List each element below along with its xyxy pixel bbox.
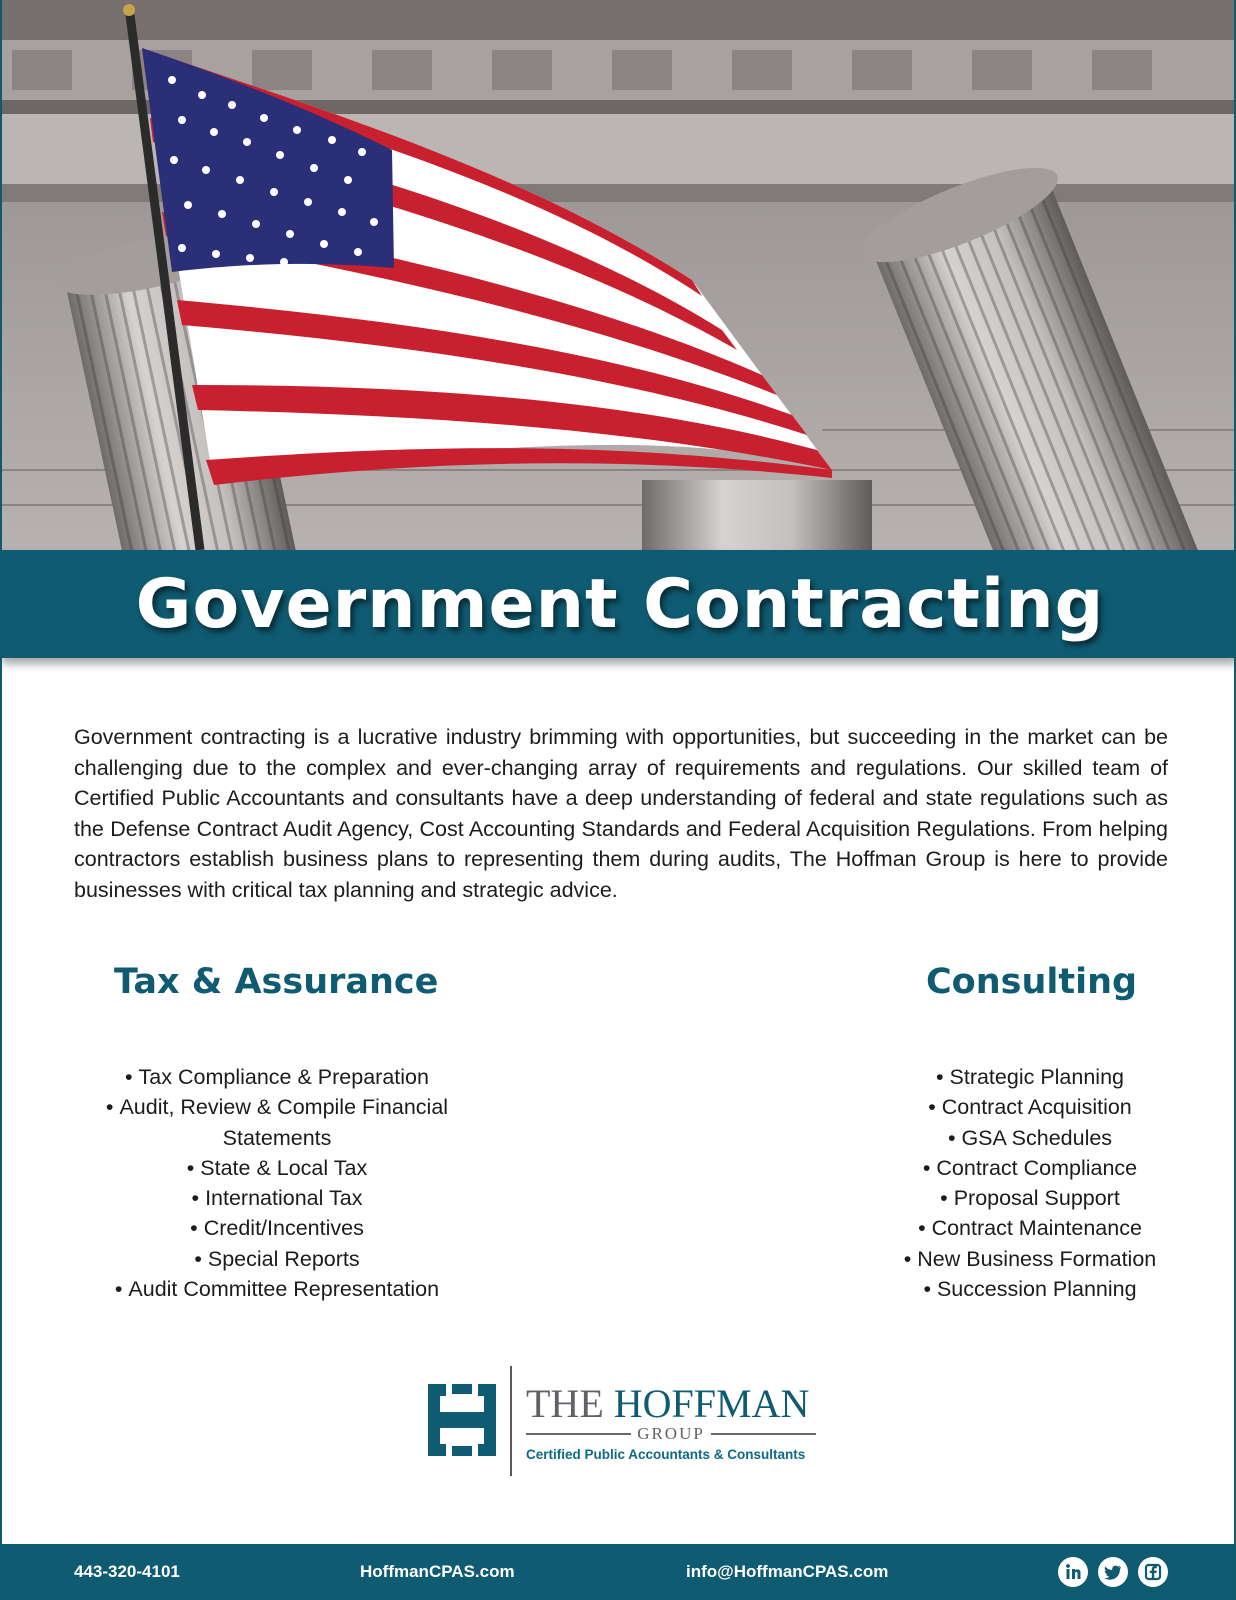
flag-and-columns-illustration: [2, 0, 1236, 550]
consulting-list: [872, 1062, 1188, 1304]
consulting-heading: Consulting: [926, 962, 1138, 1002]
list-item: • Proposal Support: [872, 1183, 1188, 1213]
facebook-icon[interactable]: [1138, 1557, 1168, 1587]
list-item: • State & Local Tax: [62, 1153, 492, 1183]
list-item: • Tax Compliance & Preparation: [62, 1062, 492, 1092]
logo-wordmark: [526, 1381, 810, 1426]
tax-assurance-list: [62, 1062, 492, 1304]
logo-tagline: Certified Public Accountants & Consultants: [526, 1447, 806, 1462]
title-banner: [2, 550, 1236, 658]
footer-phone[interactable]: 443-320-4101: [74, 1562, 180, 1581]
list-item: • Contract Maintenance: [872, 1213, 1188, 1243]
tax-assurance-heading: Tax & Assurance: [114, 962, 439, 1002]
logo-divider: [510, 1366, 512, 1476]
logo-hoffman: HOFFMAN: [613, 1381, 810, 1426]
list-item: • Contract Compliance: [872, 1153, 1188, 1183]
footer-bar: [2, 1544, 1236, 1600]
footer-website[interactable]: HoffmanCPAS.com: [360, 1562, 515, 1581]
logo-the: THE: [526, 1381, 604, 1426]
list-item: • International Tax: [62, 1183, 492, 1213]
page-title: Government Contracting: [135, 564, 1105, 644]
intro-paragraph: Government contracting is a lucrative industry brimming with opportunities, but succeeding in the market can be challenging due to the complex and ever-changing array of requirements and regulations. Our skilled team of Certified Public Accountants and consultants have a deep understanding of federal and state regulations such as the Defense Contract Audit Agency, Cost Accounting Standards and Federal Acquisition Regulations. From helping contractors establish business plans to representing them during audits, The Hoffman Group is here to provide businesses with critical tax planning and strategic advice.: [74, 725, 1168, 902]
list-item: • GSA Schedules: [872, 1123, 1188, 1153]
list-item: • Audit Committee Representation: [62, 1274, 492, 1304]
footer-email[interactable]: info@HoffmanCPAS.com: [686, 1562, 889, 1581]
twitter-icon[interactable]: [1098, 1557, 1128, 1587]
linkedin-icon[interactable]: [1058, 1557, 1088, 1587]
list-item: • Succession Planning: [872, 1274, 1188, 1304]
list-item: • Contract Acquisition: [872, 1092, 1188, 1122]
logo-group-row: [526, 1424, 816, 1444]
hero-image: [2, 0, 1236, 550]
list-item: • Credit/Incentives: [62, 1213, 492, 1243]
list-item: • Strategic Planning: [872, 1062, 1188, 1092]
logo-group: GROUP: [637, 1424, 705, 1443]
hoffman-group-logo: [426, 1366, 826, 1476]
list-item: • Special Reports: [62, 1244, 492, 1274]
list-item: • New Business Formation: [872, 1244, 1188, 1274]
list-item: • Audit, Review & Compile Financial Statements: [62, 1092, 492, 1153]
hoffman-h-logo-icon: [426, 1382, 498, 1458]
